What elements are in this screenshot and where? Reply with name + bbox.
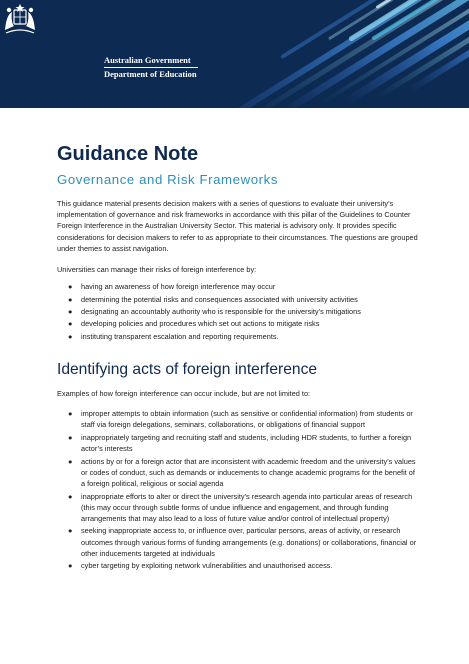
list-item (57, 281, 420, 292)
list-item (57, 456, 420, 490)
bullet-icon: ● (68, 331, 73, 341)
list-item (57, 560, 420, 571)
list-item (57, 294, 420, 305)
bullet-icon: ● (68, 456, 73, 466)
page-subtitle: Governance and Risk Frameworks (57, 172, 279, 187)
list-item-text: determining the potential risks and consequences associated with university activities (81, 294, 358, 304)
department-name: Department of Education (104, 69, 197, 79)
list-item-text: seeking inappropriate access to, or influence over, particular persons, areas of activity, or research outcomes through various forms of funding arrangements (e.g. donations) or collaborations, financial or other inducements targeted at individuals (81, 526, 417, 558)
coat-of-arms-icon (0, 0, 40, 38)
bullet-icon: ● (68, 491, 73, 501)
bullet-icon: ● (68, 526, 73, 536)
manage-intro: Universities can manage their risks of foreign interference by: (57, 265, 257, 275)
list-item (57, 408, 420, 430)
header-divider (104, 67, 198, 68)
list-item (57, 432, 420, 454)
bullet-icon: ● (68, 307, 73, 316)
document-body (57, 142, 420, 573)
bullet-icon: ● (68, 409, 73, 419)
list-item-text: designating an accountably authority who is responsible for the university’s mitigations (81, 307, 361, 316)
list-item (57, 491, 420, 525)
bullet-icon: ● (68, 294, 73, 304)
list-item-text: improper attempts to obtain information (such as sensitive or confidential information) from students or staff via foreign delegations, seminars, collaborations, or obligations of financial support (81, 409, 413, 430)
list-item (57, 331, 420, 342)
list-item-text: actions by or for a foreign actor that are inconsistent with academic freedom and the university’s values or codes of conduct, such as demands or inducements to change academic programs for the benefit of a foreign political, religious or social agenda (81, 456, 416, 488)
manage-list (57, 281, 420, 342)
bullet-icon: ● (68, 432, 73, 442)
decorative-stripes (0, 0, 469, 108)
bullet-icon: ● (68, 282, 73, 292)
list-item (57, 525, 420, 559)
list-item (57, 306, 420, 317)
list-item-text: developing policies and procedures which set out actions to mitigate risks (81, 319, 320, 329)
intro-paragraph: This guidance material presents decision makers with a series of questions to evaluate their university’s implementation of governance and risk frameworks in accordance with this pillar of the Guidelines to Counter Foreign Interference in the Australian University Sector. This material is advisory only. It provides specific considerations for decision makers to refer to as appropriate to their circumstances. The questions are grouped under themes to assist navigation. (57, 199, 418, 253)
bullet-icon: ● (68, 561, 73, 571)
government-name: Australian Government (104, 55, 191, 65)
list-item (57, 318, 420, 329)
list-item-text: cyber targeting by exploiting network vulnerabilities and unauthorised access. (81, 561, 333, 571)
section-heading: Identifying acts of foreign interference (57, 360, 318, 378)
list-item-text: inappropriate efforts to alter or direct the university’s research agenda into particular areas of research (this may occur through subtle forms of undue influence and engagement, and through funding arrangements that may also lead to a loss of future value and/or control of intellectual property) (81, 491, 413, 523)
examples-list (57, 408, 420, 571)
page-title: Guidance Note (57, 143, 199, 165)
bullet-icon: ● (68, 319, 73, 329)
list-item-text: inappropriately targeting and recruiting staff and students, including HDR students, to further a foreign actor’s interests (81, 432, 412, 454)
list-item-text: instituting transparent escalation and reporting requirements. (81, 331, 279, 341)
examples-intro: Examples of how foreign interference can occur include, but are not limited to: (57, 388, 311, 398)
list-item-text: having an awareness of how foreign interference may occur (81, 282, 276, 292)
header-banner (0, 0, 469, 108)
